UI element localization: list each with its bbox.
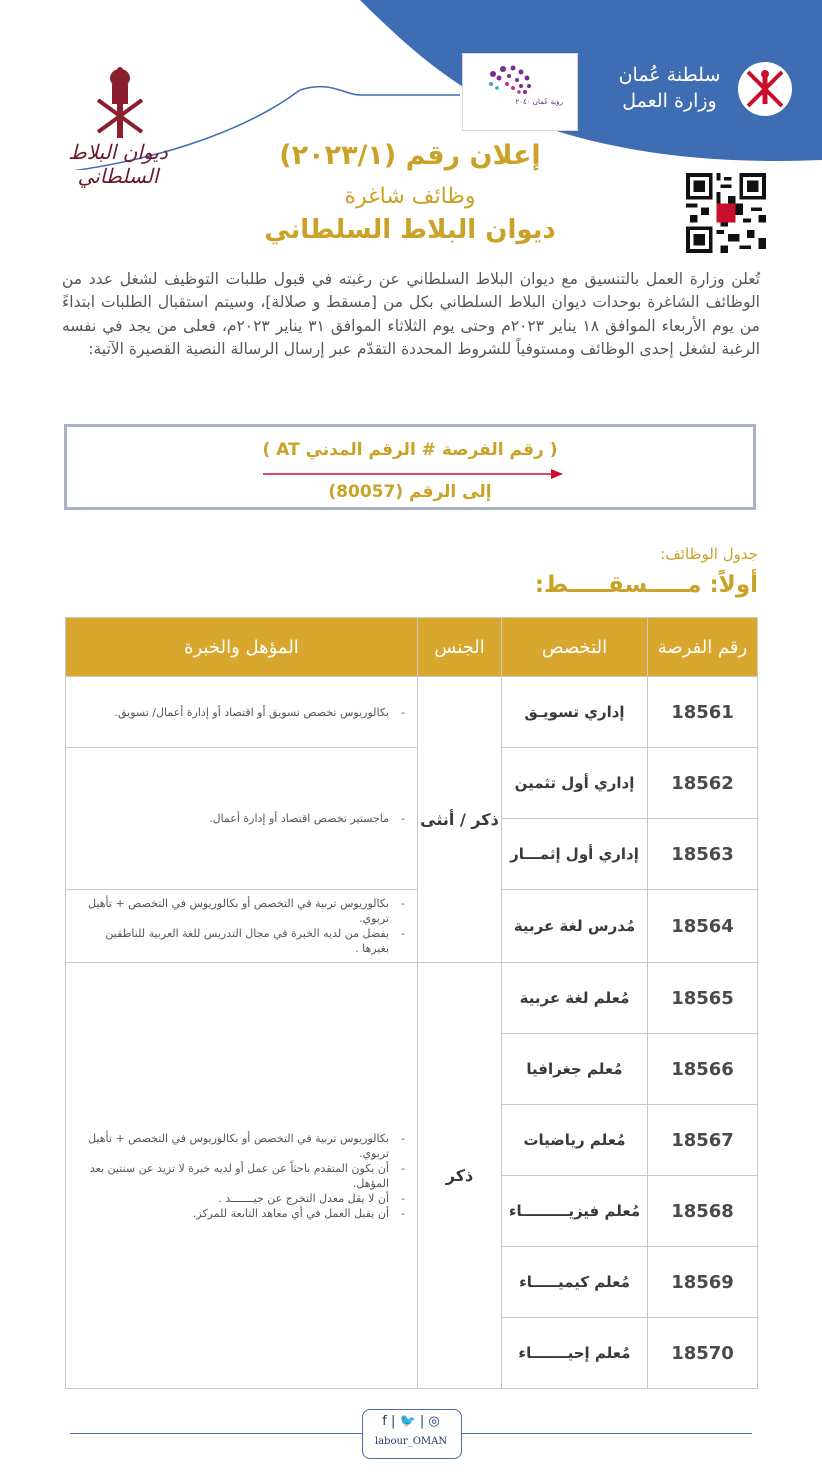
job-number: 18567 [648, 1105, 758, 1176]
job-specialty: مُعلم جغرافيا [502, 1034, 648, 1105]
job-specialty: مُدرس لغة عربية [502, 890, 648, 963]
vision-swirl-icon [463, 54, 577, 130]
job-qualification [66, 677, 418, 748]
qualification-item: - ماجستير تخصص اقتصاد أو إدارة أعمال. [84, 811, 389, 826]
job-number: 18570 [648, 1318, 758, 1389]
ministry-name-line2: وزارة العمل [622, 90, 717, 112]
job-specialty: مُعلم فيزيـــــــــاء [502, 1176, 648, 1247]
ministry-name-line1: سلطنة عُمان [618, 64, 721, 86]
job-number: 18568 [648, 1176, 758, 1247]
social-icons[interactable]: f | 🐦 | ◎ [382, 1414, 440, 1429]
job-specialty: مُعلم رياضيات [502, 1105, 648, 1176]
table-header-row [66, 618, 758, 677]
qr-code-icon[interactable] [686, 173, 766, 253]
qualification-item: - أن لا يقل معدل التخرج عن جيـــــــد . [84, 1191, 389, 1206]
job-specialty: مُعلم لغة عربية [502, 963, 648, 1034]
qualification-item: - بكالوريوس تربية في التخصص أو بكالوريوس في التخصص + تأهيل تربوي. [84, 896, 389, 926]
header-number: رقم الفرصة [648, 618, 758, 677]
header-qualification: المؤهل والخبرة [66, 618, 418, 677]
announcement-organization: ديوان البلاط السلطاني [264, 215, 556, 245]
royal-court-emblem-icon [90, 60, 150, 142]
job-number: 18565 [648, 963, 758, 1034]
job-number: 18569 [648, 1247, 758, 1318]
royal-court-signature: ديوان البلاط السلطاني [68, 140, 168, 188]
job-number: 18561 [648, 677, 758, 748]
table-row [66, 890, 758, 963]
sms-format: ( رقم الفرصة # الرقم المدني AT ) [262, 440, 558, 460]
header-specialty: التخصص [502, 618, 648, 677]
job-specialty: إداري تسويـق [502, 677, 648, 748]
job-specialty: إداري أول إثمـــار [502, 819, 648, 890]
ministry-name [602, 62, 737, 114]
job-qualification [66, 748, 418, 890]
table-row [66, 677, 758, 748]
arrow-right-icon [263, 467, 563, 481]
announcement-title: إعلان رقم (٢٠٢٣/١) [279, 140, 541, 171]
job-number: 18562 [648, 748, 758, 819]
section-muscat-label: أولاً: مـــــسقـــــط: [534, 572, 758, 598]
job-gender: ذكر / أنثى [418, 677, 502, 963]
jobs-table [65, 617, 758, 1389]
jobs-table-label: جدول الوظائف: [660, 545, 758, 563]
qualification-item: - بكالوريوس تربية في التخصص أو بكالوريوس في التخصص + تأهيل تربوي. [84, 1131, 389, 1161]
announcement-subtitle: وظائف شاغرة [344, 184, 476, 209]
intro-paragraph: تُعلن وزارة العمل بالتنسيق مع ديوان البلاط السلطاني عن رغبته في قبول طلبات التوظيف لشغل عدد من الوظائف الشاغرة بوحدات ديوان البلاط السلطاني بكل من [مسقط و صلالة]، وسيتم استقبال الطلبات ابتداءً من يوم الأربعاء الموافق ١٨ يناير ٢٠٢٣م وحتى يوم الثلاثاء الموافق ٣١ يناير ٢٠٢٣م، فعلى من يجد في نفسه الرغبة لشغل إحدى الوظائف ومستوفياً للشروط المحددة التقدّم عبر إرسال الرسالة النصية القصيرة الآتية: [62, 270, 760, 358]
oman-emblem-icon [736, 60, 794, 118]
social-handle[interactable]: labour_OMAN [374, 1436, 448, 1447]
job-specialty: مُعلم إحيـــــــاء [502, 1318, 648, 1389]
job-specialty: مُعلم كيميـــــاء [502, 1247, 648, 1318]
job-qualification [66, 963, 418, 1389]
sms-number: إلى الرقم (80057) [328, 482, 492, 502]
qualification-item: - يفضل من لديه الخبرة في مجال التدريس للغة العربية للناطقين بغيرها . [84, 926, 389, 956]
job-qualification [66, 890, 418, 963]
job-specialty: إداري أول تثمين [502, 748, 648, 819]
job-number: 18564 [648, 890, 758, 963]
job-number: 18566 [648, 1034, 758, 1105]
vision-label: رؤية عُمان ٢٠٤٠ [515, 98, 563, 106]
qualification-item: - أن يكون المتقدم باحثاً عن عمل أو لديه خبرة لا تزيد عن سنتين بعد المؤهل. [84, 1161, 389, 1191]
qualification-item: - بكالوريوس تخصص تسويق أو اقتصاد أو إدارة أعمال/ تسويق. [84, 705, 389, 720]
vision-2040-logo [462, 53, 578, 131]
table-row [66, 963, 758, 1034]
job-number: 18563 [648, 819, 758, 890]
job-gender: ذكر [418, 963, 502, 1389]
header-gender: الجنس [418, 618, 502, 677]
table-row [66, 748, 758, 819]
qualification-item: - أن يقبل العمل في أي معاهد التابعة للمركز. [84, 1206, 389, 1221]
